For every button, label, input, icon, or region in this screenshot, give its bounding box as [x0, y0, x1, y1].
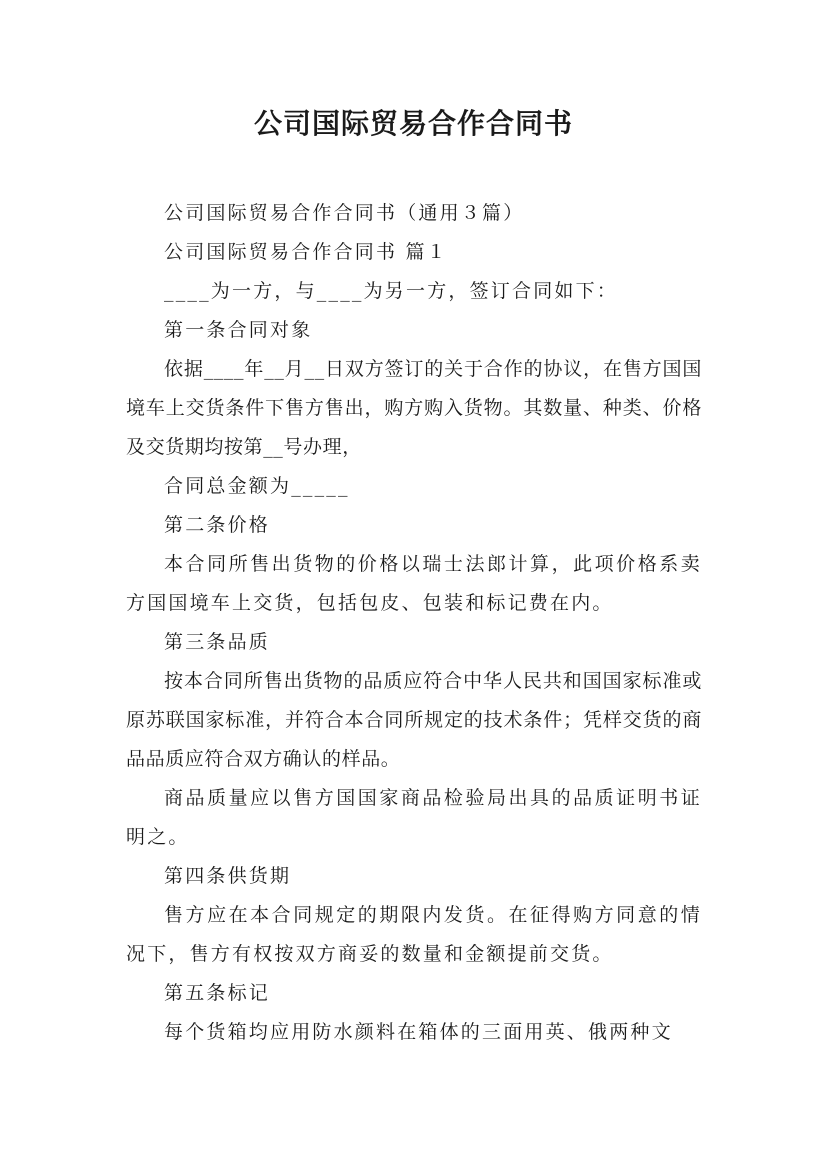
article-4-heading: 第四条供货期 [164, 865, 292, 887]
article-1-total-amount: 合同总金额为_____ [164, 475, 350, 497]
article-5-heading: 第五条标记 [164, 982, 271, 1004]
article-1-heading: 第一条合同对象 [164, 319, 313, 341]
article-4-text: 售方应在本合同规定的期限内发货。在征得购方同意的情况下，售方有权按双方商妥的数量和金额提前交货。 [126, 904, 702, 965]
article-3-text: 按本合同所售出货物的品质应符合中华人民共和国国家标准或原苏联国家标准，并符合本合同所规定的技术条件；凭样交货的商品品质应符合双方确认的样品。 [126, 670, 702, 770]
document-body [126, 194, 702, 1052]
paragraph-section-heading: 公司国际贸易合作合同书 篇１ [164, 241, 448, 263]
article-1-text: 依据____年__月__日双方签订的关于合作的协议，在售方国国境车上交货条件下售方售出，购方购入货物。其数量、种类、价格及交货期均按第__号办理， [126, 358, 702, 458]
document-title: 公司国际贸易合作合同书 [253, 107, 573, 140]
article-3-certificate: 商品质量应以售方国国家商品检验局出具的品质证明书证明之。 [126, 787, 702, 848]
article-2-heading: 第二条价格 [164, 514, 271, 536]
article-3-heading: 第三条品质 [164, 631, 271, 653]
article-5-text: 每个货箱均应用防水颜料在箱体的三面用英、俄两种文 [164, 1021, 673, 1043]
paragraph-subtitle: 公司国际贸易合作合同书（通用３篇） [164, 202, 525, 224]
paragraph-parties: ____为一方，与____为另一方，签订合同如下： [164, 280, 619, 302]
article-2-text: 本合同所售出货物的价格以瑞士法郎计算，此项价格系卖方国国境车上交货，包括包皮、包装和标记费在内。 [126, 553, 702, 614]
